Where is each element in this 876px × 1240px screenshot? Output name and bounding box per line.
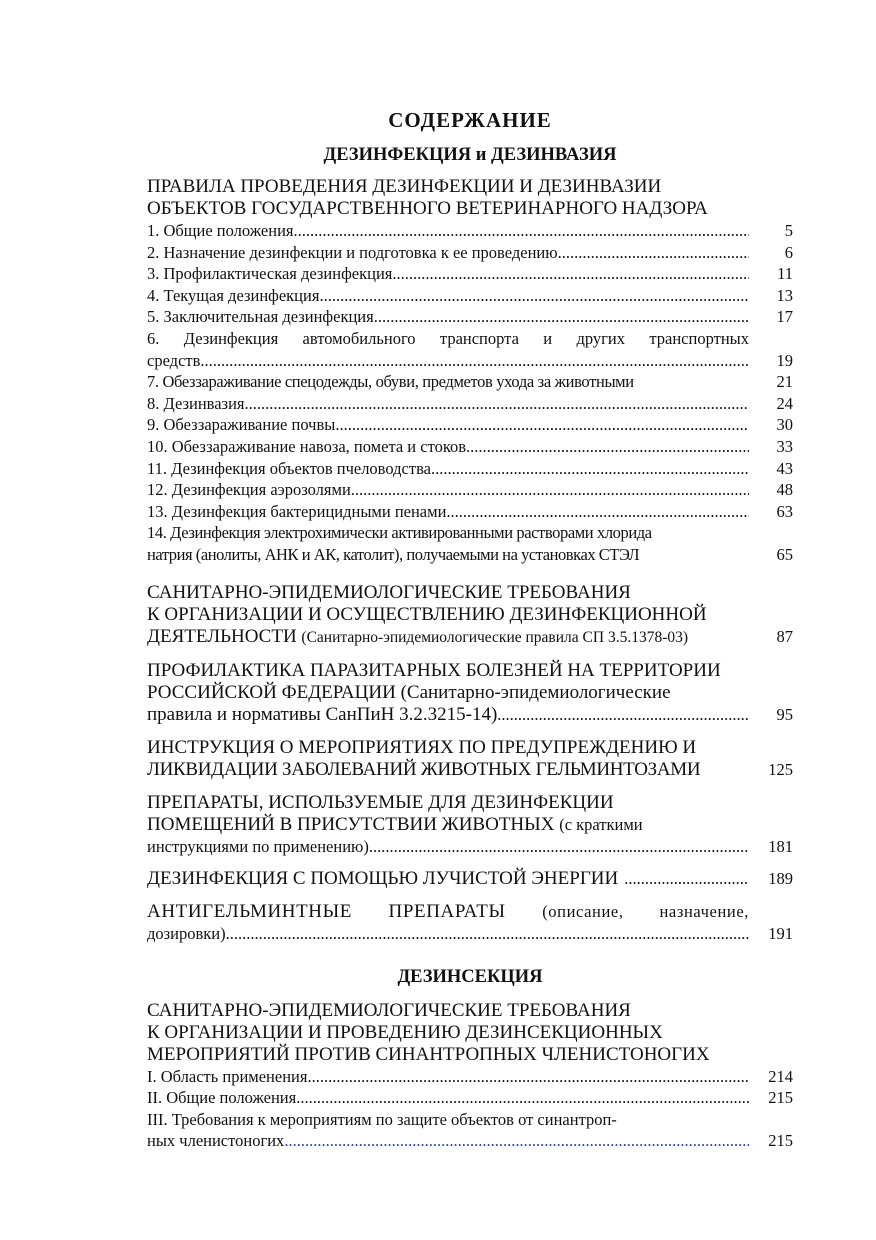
entry-text: 12. Дезинфекция аэрозолями — [147, 480, 351, 500]
leader-dots — [307, 1066, 749, 1088]
toc-entry[interactable] — [147, 1130, 793, 1152]
page-number: 6 — [784, 242, 793, 262]
toc-entry — [147, 626, 793, 649]
page-number: 24 — [776, 393, 793, 413]
block-title-line — [147, 814, 793, 836]
toc-entry[interactable] — [147, 350, 793, 372]
toc-block-parasitic-prevention[interactable] — [147, 660, 793, 726]
toc-entry — [147, 923, 793, 945]
toc-entry — [147, 868, 793, 890]
entry-text: ДЕЗИНФЕКЦИЯ С ПОМОЩЬЮ ЛУЧИСТОЙ ЭНЕРГИИ — [147, 868, 619, 890]
page-number: 191 — [768, 924, 793, 944]
contents-heading: СОДЕРЖАНИЕ — [388, 108, 552, 132]
entry-text: натрия (анолиты, АНК и АК, католит), получаемыми на установках СТЭЛ — [147, 544, 640, 564]
block-title-line — [147, 682, 793, 704]
section-heading-disinfection: ДЕЗИНФЕКЦИЯ и ДЕЗИНВАЗИЯ — [323, 145, 617, 165]
entry-text: правила и нормативы СанПиН 3.2.3215-14) — [147, 703, 498, 725]
block-title-line: ОБЪЕКТОВ ГОСУДАРСТВЕННОГО ВЕТЕРИНАРНОГО НАДЗОРА — [147, 198, 708, 219]
entry-text: средств — [147, 350, 201, 370]
title-part: (Санитарно-эпидемиологические — [400, 681, 671, 703]
entry-text: 9. Обеззараживание почвы — [147, 415, 336, 435]
leader-dots — [294, 220, 750, 242]
entry-text: 7. Обеззараживание спецодежды, обуви, предметов ухода за животными — [147, 372, 634, 392]
entry-text: 8. Дезинвазия — [147, 393, 245, 413]
leader-dots — [200, 350, 749, 372]
entry-text: II. Общие положения — [147, 1088, 297, 1108]
block-title-line: К ОРГАНИЗАЦИИ И ПРОВЕДЕНИЮ ДЕЗИНСЕКЦИОННЫХ — [147, 1021, 663, 1043]
leader-dots — [335, 414, 749, 436]
page-number: 11 — [777, 264, 793, 284]
entry-text: 2. Назначение дезинфекции и подготовка к ее проведению — [147, 242, 558, 262]
toc-block-disinfection-rules — [147, 176, 793, 566]
page-number: 181 — [768, 836, 793, 856]
entry-text: 3. Профилактическая дезинфекция — [147, 264, 393, 284]
block-title-line: ПРЕПАРАТЫ, ИСПОЛЬЗУЕМЫЕ ДЛЯ ДЕЗИНФЕКЦИИ — [147, 791, 614, 813]
entry-text: 11. Дезинфекция объектов пчеловодства — [147, 458, 431, 478]
block-title-line — [147, 901, 749, 923]
page-number: 21 — [776, 372, 793, 392]
leader-dots — [374, 306, 749, 328]
title-part: ПОМЕЩЕНИЙ В ПРИСУТСТВИИ ЖИВОТНЫХ — [147, 813, 555, 835]
toc-entry[interactable] — [147, 1066, 793, 1088]
page-number: 30 — [776, 415, 793, 435]
title-part: АНТИГЕЛЬМИНТНЫЕ ПРЕПАРАТЫ — [147, 901, 506, 923]
toc-entry[interactable] — [147, 1087, 793, 1109]
block-title-line: САНИТАРНО-ЭПИДЕМИОЛОГИЧЕСКИЕ ТРЕБОВАНИЯ — [147, 581, 631, 603]
toc-entry[interactable] — [147, 393, 793, 415]
block-title-line: МЕРОПРИЯТИЙ ПРОТИВ СИНАНТРОПНЫХ ЧЛЕНИСТОНОГИХ — [147, 1043, 710, 1065]
entry-text: инструкциями по применению) — [147, 836, 369, 856]
block-title-line: ПРОФИЛАКТИКА ПАРАЗИТАРНЫХ БОЛЕЗНЕЙ НА ТЕРРИТОРИИ — [147, 659, 721, 681]
entry-text: 13. Дезинфекция бактерицидными пенами — [147, 501, 447, 521]
block-title-line: САНИТАРНО-ЭПИДЕМИОЛОГИЧЕСКИЕ ТРЕБОВАНИЯ — [147, 999, 631, 1021]
page-number: 17 — [776, 307, 793, 327]
page-number: 5 — [784, 221, 793, 240]
page-number: 13 — [776, 285, 793, 305]
toc-entry[interactable] — [147, 436, 793, 458]
page-number: 63 — [776, 501, 793, 521]
toc-entry[interactable] — [147, 458, 793, 480]
entry-text-line: 6. Дезинфекция автомобильного транспорта и других транспортных — [147, 328, 749, 348]
leader-dots — [618, 868, 749, 890]
toc-entry — [147, 704, 793, 726]
entry-text — [147, 626, 749, 649]
entry-subtitle: (Санитарно-эпидемиологические правила СП 3.5.1378-03) — [301, 628, 689, 646]
toc-entry — [147, 759, 793, 781]
entry-text: 1. Общие положения — [147, 221, 294, 240]
table-of-contents — [147, 108, 793, 1163]
toc-entry[interactable] — [147, 263, 793, 285]
leader-dots — [466, 436, 749, 458]
leader-dots — [245, 393, 750, 415]
toc-entry[interactable] — [147, 306, 793, 328]
page-number: 125 — [768, 759, 793, 779]
page-number: 95 — [776, 704, 793, 724]
toc-block-helminth-instruction[interactable] — [147, 737, 793, 781]
toc-entry[interactable] — [147, 242, 793, 264]
leader-dots — [446, 501, 749, 523]
toc-block-disinsection-requirements — [147, 1000, 793, 1152]
leader-dots — [319, 285, 749, 307]
leader-dots — [392, 263, 749, 285]
entry-text: 4. Текущая дезинфекция — [147, 285, 320, 305]
page-number: 43 — [776, 458, 793, 478]
toc-entry[interactable] — [147, 479, 793, 501]
title-part: РОССИЙСКОЙ ФЕДЕРАЦИИ — [147, 681, 396, 703]
page-number: 65 — [776, 544, 793, 564]
leader-dots — [369, 836, 749, 858]
entry-text: I. Область применения — [147, 1066, 308, 1086]
page-number: 214 — [768, 1066, 793, 1086]
toc-entry — [147, 836, 793, 858]
page-number: 19 — [776, 350, 793, 370]
toc-block-sanitary-disinfection[interactable] — [147, 582, 793, 649]
leader-dots — [351, 479, 749, 501]
toc-entry[interactable] — [147, 371, 793, 393]
entry-text-line: 14. Дезинфекция электрохимически активированными растворами хлорида — [147, 523, 652, 543]
page-number: 189 — [768, 869, 793, 889]
toc-entry[interactable] — [147, 220, 793, 242]
page-number: 215 — [768, 1131, 793, 1151]
block-title-line: К ОРГАНИЗАЦИИ И ОСУЩЕСТВЛЕНИЮ ДЕЗИНФЕКЦИОННОЙ — [147, 603, 707, 625]
toc-entry[interactable] — [147, 414, 793, 436]
toc-block-anthelmintics[interactable] — [147, 901, 793, 945]
page-number: 33 — [776, 436, 793, 456]
toc-block-radiant-energy[interactable] — [147, 868, 793, 890]
toc-entry[interactable] — [147, 285, 793, 307]
entry-text: 5. Заключительная дезинфекция — [147, 307, 374, 327]
leader-dots — [558, 242, 749, 264]
leader-dots — [296, 1087, 749, 1109]
block-title-line: ДЕЯТЕЛЬНОСТИ — [147, 625, 297, 647]
leader-dots — [284, 1130, 749, 1152]
page-number: 215 — [768, 1088, 793, 1108]
entry-text: 10. Обеззараживание навоза, помета и стоков — [147, 436, 467, 456]
entry-text: ЛИКВИДАЦИИ ЗАБОЛЕВАНИЙ ЖИВОТНЫХ ГЕЛЬМИНТОЗАМИ — [147, 758, 701, 780]
page-number: 87 — [776, 626, 793, 646]
entry-text-line: III. Требования к мероприятиям по защите объектов от синантроп- — [147, 1109, 617, 1129]
entry-text: дозировки) — [147, 924, 226, 944]
toc-entry[interactable] — [147, 544, 793, 566]
page-number: 48 — [776, 480, 793, 500]
toc-entry[interactable] — [147, 501, 793, 523]
leader-dots — [226, 923, 749, 945]
entry-text: ных членистоногих — [147, 1131, 285, 1151]
section-heading-disinsection: ДЕЗИНСЕКЦИЯ — [397, 966, 543, 987]
leader-dots — [497, 704, 749, 726]
title-part: (с краткими — [559, 814, 643, 834]
block-title-line: ИНСТРУКЦИЯ О МЕРОПРИЯТИЯХ ПО ПРЕДУПРЕЖДЕНИЮ И — [147, 736, 697, 758]
title-part: (описание, назначение, — [542, 902, 749, 922]
leader-dots — [431, 458, 749, 480]
block-title-line: ПРАВИЛА ПРОВЕДЕНИЯ ДЕЗИНФЕКЦИИ И ДЕЗИНВАЗИИ — [147, 176, 662, 197]
toc-block-disinfectants[interactable] — [147, 792, 793, 858]
